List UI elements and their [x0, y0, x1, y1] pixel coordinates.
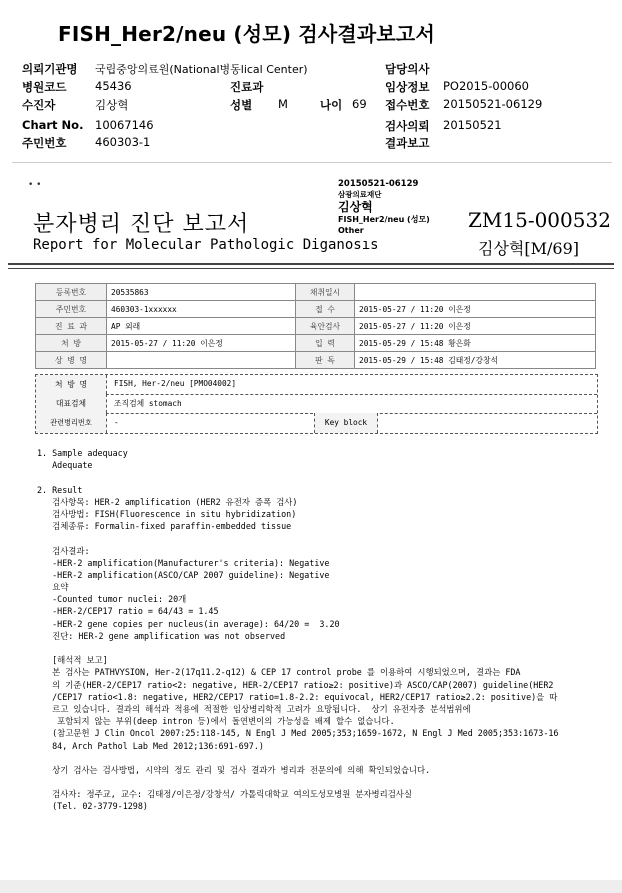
report-line — [37, 471, 558, 483]
report-line: -HER-2 gene copies per nucleus(in average): 64/20 = 3.20 — [37, 618, 340, 629]
report-line: 검사결과: — [37, 545, 90, 556]
label-age: 나이 — [320, 98, 343, 112]
report-line: 84, Arch Pathol Lab Med 2012;136:691-697.) — [37, 740, 264, 751]
reg-label: 진 료 과 — [36, 318, 107, 335]
report-line: -HER-2 amplification(Manufacturer's criteria): Negative — [37, 557, 330, 568]
report-line: -HER-2/CEP17 ratio = 64/43 = 1.45 — [37, 606, 219, 617]
value-chart-no: 10067146 — [95, 118, 154, 132]
reg-label: 주민번호 — [36, 301, 107, 318]
report-line: 포함되지 않는 부위(deep intron 등)에서 돌연변이의 가능성을 배제 할수 없습니다. — [37, 716, 395, 727]
stamp-receipt: 20150521-06129 — [338, 179, 419, 189]
report-title-ko: 분자병리 진단 보고서 — [33, 212, 250, 237]
reg-label: 육안검사 — [296, 318, 355, 335]
specimen-label: 대표검체 — [36, 394, 107, 413]
order-box — [35, 374, 598, 434]
report-patient: 김상혁[M/69] — [478, 239, 579, 258]
report-line: (Tel. 02-3779-1298) — [37, 801, 148, 812]
report-rule-second — [8, 268, 614, 269]
stamp-name: 김상혁 — [338, 200, 373, 214]
table-row — [36, 335, 596, 352]
specimen-value: 조직검체 stomach — [114, 399, 182, 408]
header-divider — [12, 162, 612, 163]
label-sex: 성별 — [230, 98, 253, 112]
reg-value: AP 외래 — [107, 318, 296, 335]
stamp-org: 삼광의료재단 — [338, 190, 382, 199]
reg-label: 입 력 — [296, 335, 355, 352]
label-report-date: 결과보고 — [385, 136, 430, 150]
value-receipt-no: 20150521-06129 — [443, 97, 543, 111]
reg-value: 2015-05-27 / 11:20 이은정 — [107, 335, 296, 352]
label-receipt-no: 접수번호 — [385, 98, 430, 112]
report-line — [37, 776, 558, 788]
label-hospital-code: 병원코드 — [22, 80, 67, 94]
report-line: 상기 검사는 검사방법, 시약의 정도 관리 및 검사 결과가 병리과 전문의에 의해 확인되었습니다. — [37, 764, 431, 775]
value-hospital-code: 45436 — [95, 79, 132, 93]
reg-value: 2015-05-27 / 11:20 이은정 — [355, 301, 596, 318]
report-line: [해석적 보고] — [37, 655, 108, 666]
report-title-en: Report for Molecular Pathologic Diganosıs — [33, 237, 379, 253]
label-doctor: 담당의사 — [385, 62, 430, 76]
report-line: 본 검사는 PATHVYSION, Her-2(17q11.2-q12) & CEP 17 control probe 를 이용하여 시행되었으며, 결과는 FDA — [37, 667, 521, 678]
key-block-label: Key block — [314, 413, 378, 433]
label-department: 진료과 — [230, 80, 264, 94]
report-rule-top — [8, 263, 614, 265]
label-patient: 수진자 — [22, 98, 56, 112]
label-resident-no: 주민번호 — [22, 136, 67, 150]
report-line: Adequate — [37, 460, 93, 471]
label-request-date: 검사의뢰 — [385, 119, 430, 133]
report-line: 검체종류: Formalin-fixed paraffin-embedded tissue — [37, 521, 292, 532]
value-institution: 국립중앙의료원(National병동lical Center) — [95, 63, 308, 76]
report-line: 1. Sample adequacy — [37, 448, 128, 458]
report-line: (참고문헌 J Clin Oncol 2007:25:118-145, N Engl J Med 2005;353;1659-1672, N Engl J Med 2005;353:1673-16 — [37, 728, 559, 739]
reg-label: 처 방 — [36, 335, 107, 352]
order-value: FISH, Her-2/neu [PMO04002] — [114, 379, 237, 388]
reg-label: 판 독 — [296, 352, 355, 369]
report-line — [37, 752, 558, 764]
label-clinical-info: 임상정보 — [385, 80, 430, 94]
value-clinical-info: PO2015-00060 — [443, 79, 529, 93]
report-code: ZM15-000532 — [468, 208, 611, 232]
report-line — [37, 642, 558, 654]
reg-value: 2015-05-29 / 15:48 김태정/강창석 — [355, 352, 596, 369]
report-line: 진단: HER-2 gene amplification was not observed — [37, 630, 286, 641]
reg-value: 2015-05-27 / 11:20 이은정 — [355, 318, 596, 335]
value-age: 69 — [352, 97, 367, 111]
value-sex: M — [278, 97, 288, 111]
report-line: 검사항목: HER-2 amplification (HER2 유전자 증폭 검사) — [37, 496, 298, 507]
value-resident-no: 460303-1 — [95, 135, 151, 149]
table-row — [36, 318, 596, 335]
report-body — [37, 447, 558, 813]
page-bottom-band — [0, 880, 622, 893]
report-line: /CEP17 ratio<1.8: negative, HER2/CEP17 ratio=1.8-2.2: equivocal, HER2/CEP17 ratio≥2.2: positive)을 따 — [37, 691, 558, 702]
reg-value — [107, 352, 296, 369]
table-row — [36, 301, 596, 318]
report-line: 의 기준(HER-2/CEP17 ratio<2: negative, HER-2/CEP17 ratio≥2: positive)과 ASCO/CAP(2007) guideline(HER2 — [37, 679, 554, 690]
reg-label: 상 병 명 — [36, 352, 107, 369]
value-request-date: 20150521 — [443, 118, 502, 132]
report-line: 2. Result — [37, 484, 83, 495]
related-path-label: 관련병리번호 — [36, 413, 107, 433]
label-institution: 의뢰기관명 — [22, 62, 78, 76]
reg-label: 접 수 — [296, 301, 355, 318]
registration-table — [35, 283, 596, 369]
value-patient: 김상혁 — [95, 98, 129, 112]
reg-label: 등록번호 — [36, 284, 107, 301]
reg-value: 2015-05-29 / 15:48 황은화 — [355, 335, 596, 352]
report-line: 검사자: 정주교, 교수: 김태정/이은정/강창석/ 가톨릭대학교 여의도성모병원 분자병리검사실 — [37, 789, 412, 800]
table-row — [36, 352, 596, 369]
label-chart-no: Chart No. — [22, 118, 84, 132]
reg-value: 20535863 — [107, 284, 296, 301]
related-path-value: - — [114, 418, 119, 427]
reg-value — [355, 284, 596, 301]
reg-label: 채취일시 — [296, 284, 355, 301]
report-line: 요약 — [37, 582, 69, 593]
stamp-other: Other — [338, 226, 364, 235]
order-divider — [36, 394, 597, 395]
report-line: -Counted tumor nuclei: 20개 — [37, 594, 187, 605]
stamp-test: FISH_Her2/neu (성모) — [338, 215, 430, 224]
scan-dots: • • — [28, 180, 42, 190]
order-label: 처 방 명 — [36, 375, 107, 394]
report-line: -HER-2 amplification(ASCO/CAP 2007 guideline): Negative — [37, 569, 330, 580]
reg-value: 460303-1xxxxxx — [107, 301, 296, 318]
report-line — [37, 532, 558, 544]
page-title: FISH_Her2/neu (성모) 검사결과보고서 — [58, 22, 435, 46]
table-row — [36, 284, 596, 301]
report-line: 르고 있습니다. 결과의 해석과 적용에 적절한 임상병리학적 고려가 요망됩니다. 상기 유전자중 분석범위에 — [37, 703, 471, 714]
report-line: 검사방법: FISH(Fluorescence in situ hybridization) — [37, 508, 297, 519]
